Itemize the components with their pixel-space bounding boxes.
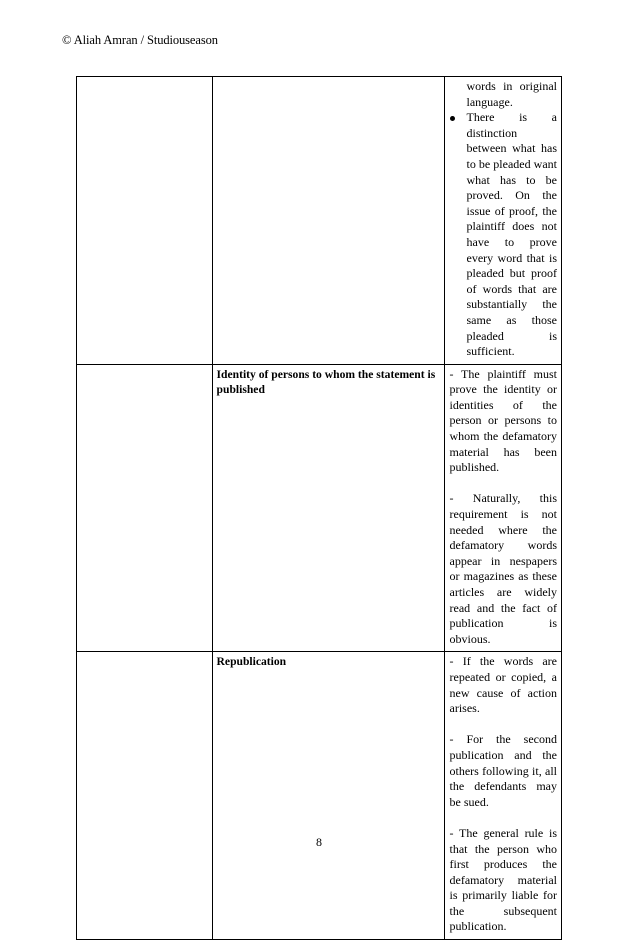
detail-paragraph: - For the second publication and the others following it, all the defendants may be sued. xyxy=(449,732,557,809)
list-item xyxy=(450,79,558,110)
detail-paragraph: - Naturally, this requirement is not needed where the defamatory words appear in nespapers or magazines as these articles are widely read and the fact of publication is obvious. xyxy=(449,491,557,646)
defamation-table xyxy=(76,76,562,940)
page-number: 8 xyxy=(316,835,322,849)
topic-cell: Identity of persons to whom the statement is published xyxy=(212,364,444,652)
list-item xyxy=(450,110,558,360)
detail-cell xyxy=(444,364,562,652)
table-row xyxy=(77,364,562,652)
detail-cell xyxy=(444,77,562,365)
detail-cell xyxy=(444,652,562,940)
detail-paragraph: - The plaintiff must prove the identity or identities of the person or persons to whom the defamatory material has been published. xyxy=(449,366,557,475)
bullet-dot-icon xyxy=(450,116,455,121)
empty-cell xyxy=(77,364,213,652)
list-item-text: words in original language. xyxy=(466,79,557,109)
empty-cell xyxy=(77,652,213,940)
table-row xyxy=(77,77,562,365)
detail-paragraph: - The general rule is that the person who first produces the defamatory material is primarily liable for the subsequent publication. xyxy=(449,825,557,934)
bullet-list xyxy=(450,79,558,360)
topic-cell: Republication xyxy=(212,652,444,940)
empty-cell xyxy=(77,77,213,365)
topic-cell xyxy=(212,77,444,365)
detail-paragraph: - If the words are repeated or copied, a new cause of action arises. xyxy=(449,654,557,716)
page-header: © Aliah Amran / Studiouseason xyxy=(62,33,218,47)
table-row xyxy=(77,652,562,940)
list-item-text: There is a distinction between what has to be pleaded want what has to be proved. On the issue of proof, the plaintiff does not have to prove every word that is pleaded but proof of words that are substantially the same as those pleaded is sufficient. xyxy=(466,110,557,359)
